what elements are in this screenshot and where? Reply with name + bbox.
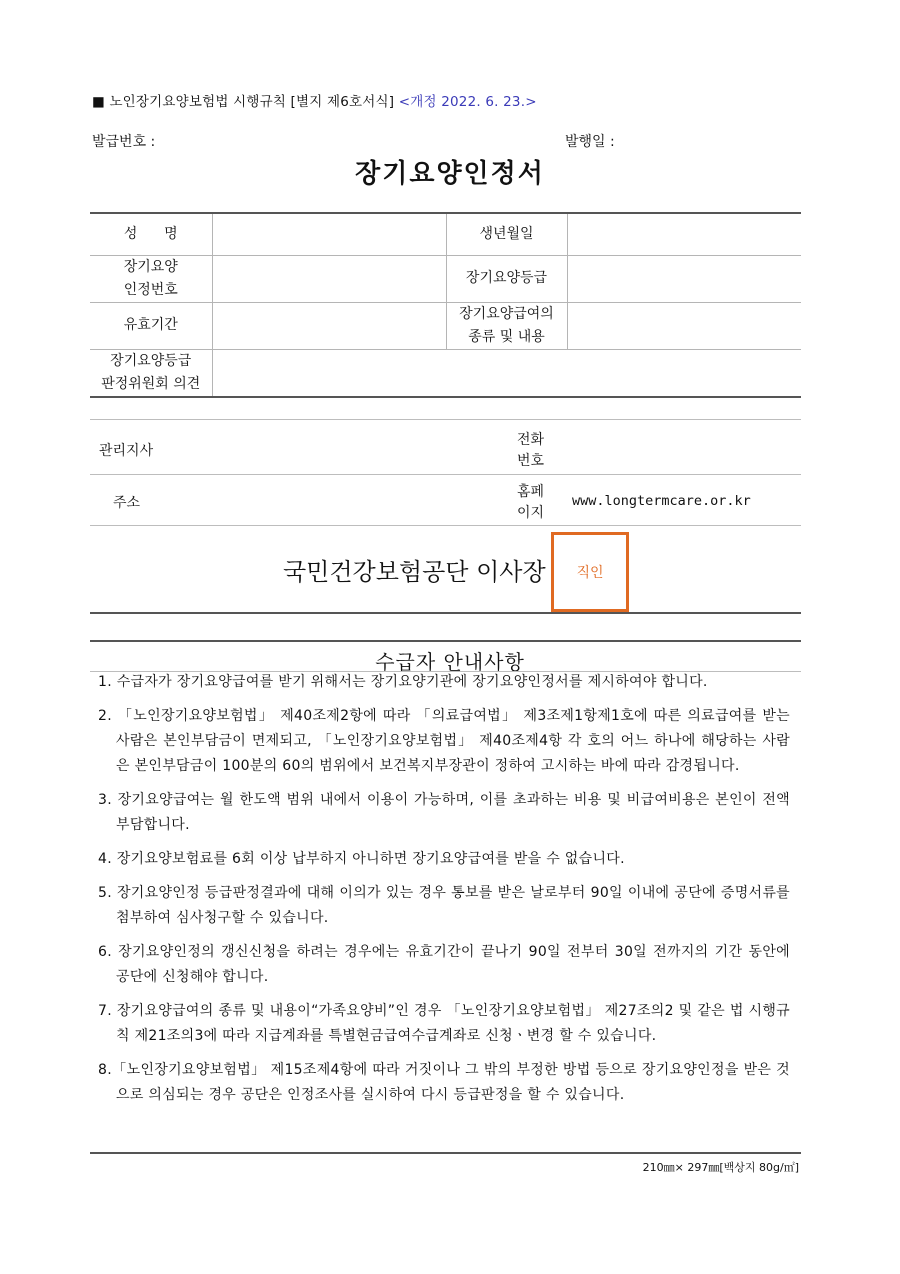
page-title: 장기요양인정서 [355, 159, 545, 189]
divider [90, 1152, 801, 1154]
committee-opinion-value [212, 349, 801, 397]
divider [90, 474, 801, 475]
certificate-info-table [90, 212, 801, 398]
divider [90, 612, 801, 614]
guide-notes [98, 670, 790, 1117]
phone-label: 전화 번호 [517, 432, 545, 469]
note-item: 8.「노인장기요양보험법」 제15조제4항에 따라 거짓이나 그 밖의 부정한 방법 등으로 장기요양인정을 받은 것으로 의심되는 경우 공단은 인정조사를 실시하여 다시 등급판정을 할 수 있습니다. [98, 1062, 790, 1103]
name-value [212, 213, 446, 255]
issuer-name: 국민건강보험공단 이사장 [283, 558, 546, 586]
divider [90, 640, 801, 642]
grade-value [567, 255, 801, 302]
birth-value [567, 213, 801, 255]
validity-label: 유효기간 [90, 302, 212, 349]
cert-number-label: 장기요양 인정번호 [90, 255, 212, 302]
issue-number-label: 발급번호 : [92, 134, 156, 150]
law-reference: ■ 노인장기요양보험법 시행규칙 [별지 제6호서식] [92, 94, 395, 110]
note-item: 3. 장기요양급여는 월 한도액 범위 내에서 이용이 가능하며, 이를 초과하는 비용 및 비급여비용은 본인이 전액 부담합니다. [98, 792, 790, 833]
amendment-date: <개정 2022. 6. 23.> [398, 94, 537, 110]
cert-number-value [212, 255, 446, 302]
note-item: 1. 수급자가 장기요양급여를 받기 위해서는 장기요양기관에 장기요양인정서를 제시하여야 합니다. [98, 674, 708, 690]
form-header [92, 90, 537, 110]
divider [90, 419, 801, 420]
note-item: 7. 장기요양급여의 종류 및 내용이“가족요양비”인 경우 「노인장기요양보험법」 제27조의2 및 같은 법 시행규칙 제21조의3에 따라 지급계좌를 특별현금급여수급계좌로 신청ㆍ변경 할 수 있습니다. [98, 1003, 790, 1044]
benefit-type-value [567, 302, 801, 349]
benefit-type-label: 장기요양급여의 종류 및 내용 [446, 302, 567, 349]
address-label: 주소 [113, 495, 141, 511]
note-item: 4. 장기요양보험료를 6회 이상 납부하지 아니하면 장기요양급여를 받을 수 없습니다. [98, 851, 625, 867]
validity-value [212, 302, 446, 349]
official-seal-box: 직인 [551, 532, 629, 612]
paper-size-note: 210㎜× 297㎜[백상지 80g/㎡] [642, 1161, 799, 1174]
name-label: 성 명 [90, 213, 212, 255]
guide-title: 수급자 안내사항 [375, 650, 525, 674]
note-item: 5. 장기요양인정 등급판정결과에 대해 이의가 있는 경우 통보를 받은 날로부터 90일 이내에 공단에 증명서류를 첨부하여 심사청구할 수 있습니다. [98, 885, 790, 926]
divider [90, 525, 801, 526]
homepage-url: www.longtermcare.or.kr [572, 493, 751, 509]
birth-label: 생년월일 [446, 213, 567, 255]
branch-label: 관리지사 [99, 443, 154, 459]
committee-opinion-label: 장기요양등급 판정위원회 의견 [90, 349, 212, 397]
grade-label: 장기요양등급 [446, 255, 567, 302]
note-item: 6. 장기요양인정의 갱신신청을 하려는 경우에는 유효기간이 끝나기 90일 전부터 30일 전까지의 기간 동안에 공단에 신청해야 합니다. [98, 944, 790, 985]
note-item: 2. 「노인장기요양보험법」 제40조제2항에 따라 「의료급여법」 제3조제1항제1호에 따른 의료급여를 받는 사람은 본인부담금이 면제되고, 「노인장기요양보험법」 제40조제4항 각 호의 어느 하나에 해당하는 사람은 본인부담금이 100분의 60의 범위에서 보건복지부장관이 정하여 고시하는 바에 따라 감경됩니다. [98, 708, 790, 774]
homepage-label: 홈페 이지 [517, 484, 545, 521]
issue-date-label: 발행일 : [565, 134, 615, 150]
